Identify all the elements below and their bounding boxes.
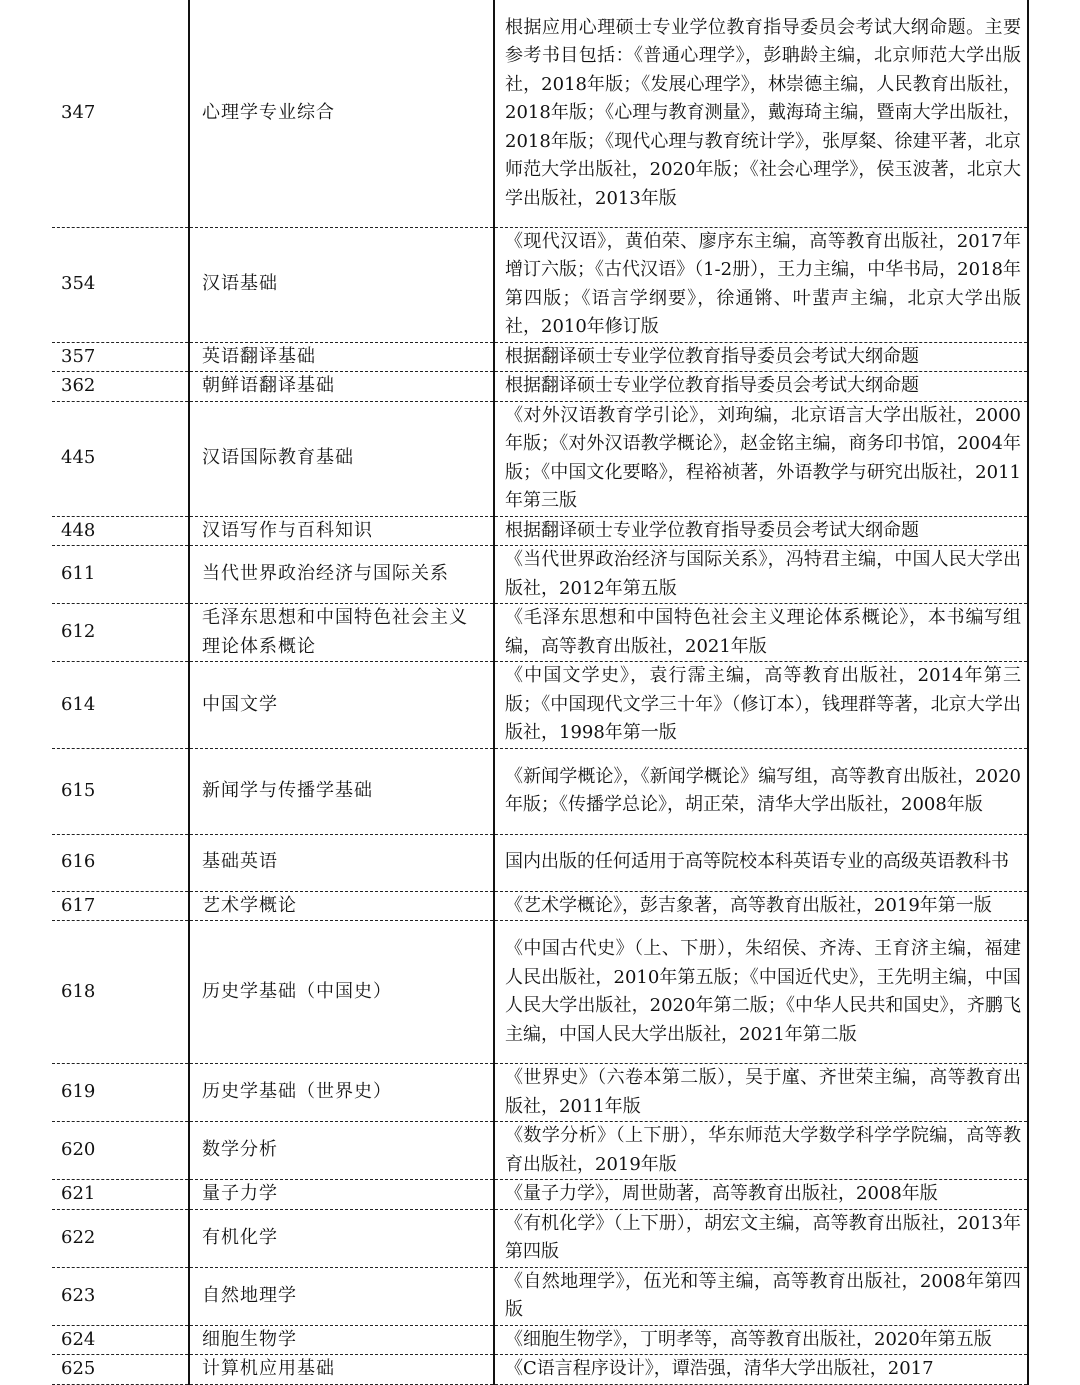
subject-code: 445 <box>52 401 189 516</box>
table-row <box>52 834 1028 891</box>
subject-name: 计算机应用基础 <box>189 1355 494 1385</box>
reference-books: 《世界史》（六卷本第二版），吴于廑、齐世荣主编，高等教育出版社，2011年版 <box>494 1064 1028 1122</box>
subject-code: 357 <box>52 342 189 372</box>
subject-name: 毛泽东思想和中国特色社会主义理论体系概论 <box>189 604 494 662</box>
reference-books: 《有机化学》（上下册），胡宏文主编，高等教育出版社，2013年第四版 <box>494 1209 1028 1267</box>
reference-books: 根据翻译硕士专业学位教育指导委员会考试大纲命题 <box>494 372 1028 402</box>
subject-name: 数学分析 <box>189 1122 494 1180</box>
table-row <box>52 227 1028 342</box>
reference-books: 《自然地理学》，伍光和等主编，高等教育出版社，2008年第四版 <box>494 1267 1028 1325</box>
table-row <box>52 891 1028 921</box>
subject-code: 618 <box>52 921 189 1064</box>
subject-code: 612 <box>52 604 189 662</box>
table-row <box>52 604 1028 662</box>
subject-name: 基础英语 <box>189 834 494 891</box>
subject-name: 英语翻译基础 <box>189 342 494 372</box>
subject-code: 625 <box>52 1355 189 1385</box>
subject-code: 614 <box>52 662 189 749</box>
table-row <box>52 1122 1028 1180</box>
subject-name: 汉语国际教育基础 <box>189 401 494 516</box>
table-row <box>52 748 1028 834</box>
reference-books: 《数学分析》（上下册），华东师范大学数学科学学院编，高等教育出版社，2019年版 <box>494 1122 1028 1180</box>
table-row <box>52 342 1028 372</box>
reference-books: 《中国古代史》（上、下册），朱绍侯、齐涛、王育济主编，福建人民出版社，2010年第五版；《中国近代史》，王先明主编，中国人民大学出版社，2020年第二版；《中华人民共和国史》，齐鹏飞主编，中国人民大学出版社，2021年第二版 <box>494 921 1028 1064</box>
reference-books: 根据应用心理硕士专业学位教育指导委员会考试大纲命题。主要参考书目包括：《普通心理学》，彭聃龄主编，北京师范大学出版社，2018年版；《发展心理学》，林崇德主编，人民教育出版社，2018年版；《心理与教育测量》，戴海琦主编，暨南大学出版社，2018年版；《现代心理与教育统计学》，张厚粲、徐建平著，北京师范大学出版社，2020年版；《社会心理学》，侯玉波著，北京大学出版社，2013年版 <box>494 0 1028 227</box>
table-row <box>52 546 1028 604</box>
subject-name: 艺术学概论 <box>189 891 494 921</box>
table-row <box>52 372 1028 402</box>
subject-code: 617 <box>52 891 189 921</box>
subject-code: 622 <box>52 1209 189 1267</box>
subject-name: 汉语基础 <box>189 227 494 342</box>
subject-code: 611 <box>52 546 189 604</box>
exam-reference-table <box>52 0 1028 1385</box>
subject-code: 448 <box>52 516 189 546</box>
subject-name: 朝鲜语翻译基础 <box>189 372 494 402</box>
subject-name: 中国文学 <box>189 662 494 749</box>
reference-books: 《中国文学史》，袁行霈主编，高等教育出版社，2014年第三版；《中国现代文学三十年》（修订本），钱理群等著，北京大学出版社，1998年第一版 <box>494 662 1028 749</box>
subject-code: 615 <box>52 748 189 834</box>
subject-name: 历史学基础（中国史） <box>189 921 494 1064</box>
table-body <box>52 0 1028 1384</box>
reference-books: 《新闻学概论》，《新闻学概论》编写组，高等教育出版社，2020年版；《传播学总论》，胡正荣，清华大学出版社，2008年版 <box>494 748 1028 834</box>
subject-name: 心理学专业综合 <box>189 0 494 227</box>
subject-code: 354 <box>52 227 189 342</box>
reference-books: 《C语言程序设计》，谭浩强，清华大学出版社，2017 <box>494 1355 1028 1385</box>
table-row <box>52 1267 1028 1325</box>
subject-name: 量子力学 <box>189 1180 494 1210</box>
table-row <box>52 516 1028 546</box>
subject-name: 自然地理学 <box>189 1267 494 1325</box>
reference-books: 《细胞生物学》，丁明孝等，高等教育出版社，2020年第五版 <box>494 1325 1028 1355</box>
subject-table <box>52 0 1029 1385</box>
table-row <box>52 1325 1028 1355</box>
reference-books: 《现代汉语》，黄伯荣、廖序东主编，高等教育出版社，2017年增订六版；《古代汉语》（1-2册），王力主编，中华书局，2018年第四版；《语言学纲要》，徐通锵、叶蜚声主编，北京大学出版社，2010年修订版 <box>494 227 1028 342</box>
subject-name: 当代世界政治经济与国际关系 <box>189 546 494 604</box>
reference-books: 《对外汉语教育学引论》，刘珣编，北京语言大学出版社，2000年版；《对外汉语教学概论》，赵金铭主编，商务印书馆，2004年版；《中国文化要略》，程裕祯著，外语教学与研究出版社，2011年第三版 <box>494 401 1028 516</box>
subject-code: 616 <box>52 834 189 891</box>
subject-code: 362 <box>52 372 189 402</box>
subject-code: 621 <box>52 1180 189 1210</box>
table-row <box>52 921 1028 1064</box>
reference-books: 《艺术学概论》，彭吉象著，高等教育出版社，2019年第一版 <box>494 891 1028 921</box>
table-row <box>52 0 1028 227</box>
table-row <box>52 1209 1028 1267</box>
reference-books: 《量子力学》，周世勋著，高等教育出版社，2008年版 <box>494 1180 1028 1210</box>
table-row <box>52 1180 1028 1210</box>
table-row <box>52 662 1028 749</box>
subject-name: 汉语写作与百科知识 <box>189 516 494 546</box>
reference-books: 根据翻译硕士专业学位教育指导委员会考试大纲命题 <box>494 516 1028 546</box>
subject-code: 619 <box>52 1064 189 1122</box>
subject-name: 有机化学 <box>189 1209 494 1267</box>
table-row <box>52 401 1028 516</box>
reference-books: 《毛泽东思想和中国特色社会主义理论体系概论》，本书编写组编，高等教育出版社，2021年版 <box>494 604 1028 662</box>
table-row <box>52 1355 1028 1385</box>
reference-books: 国内出版的任何适用于高等院校本科英语专业的高级英语教科书 <box>494 834 1028 891</box>
subject-code: 620 <box>52 1122 189 1180</box>
subject-code: 624 <box>52 1325 189 1355</box>
subject-code: 623 <box>52 1267 189 1325</box>
reference-books: 根据翻译硕士专业学位教育指导委员会考试大纲命题 <box>494 342 1028 372</box>
subject-name: 新闻学与传播学基础 <box>189 748 494 834</box>
subject-code: 347 <box>52 0 189 227</box>
reference-books: 《当代世界政治经济与国际关系》，冯特君主编，中国人民大学出版社，2012年第五版 <box>494 546 1028 604</box>
table-row <box>52 1064 1028 1122</box>
subject-name: 历史学基础（世界史） <box>189 1064 494 1122</box>
subject-name: 细胞生物学 <box>189 1325 494 1355</box>
